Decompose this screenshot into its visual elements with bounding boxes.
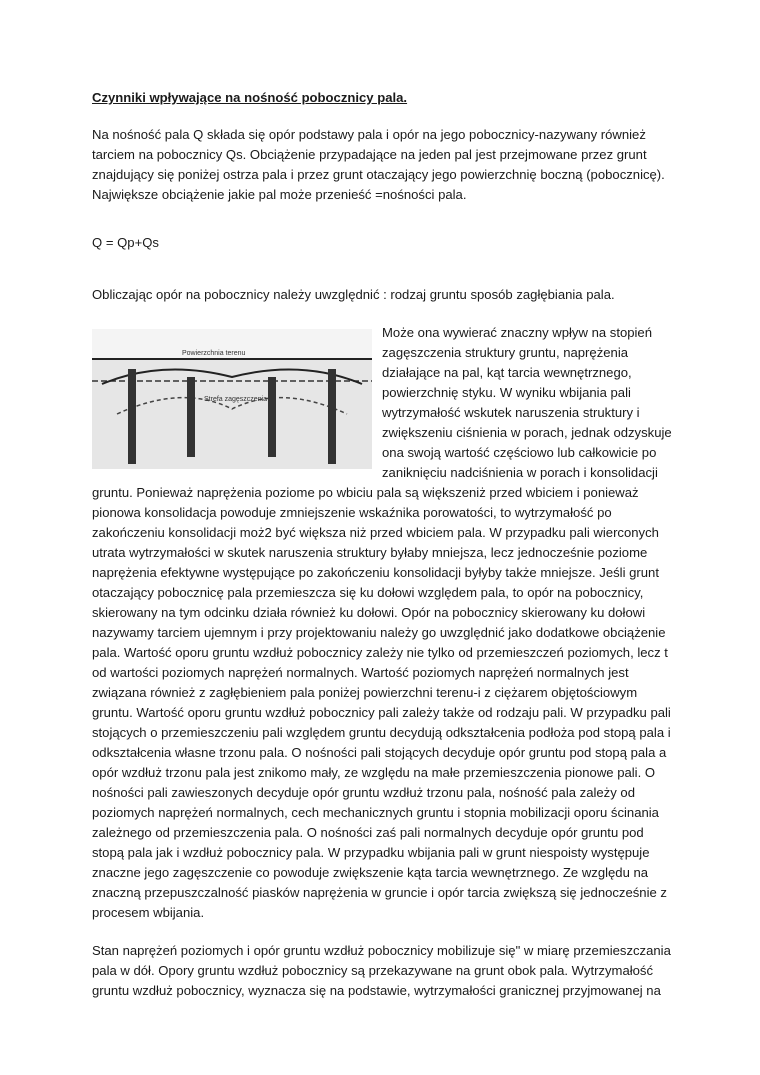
paragraph-stress-state: Stan naprężeń poziomych i opór gruntu wzdłuż pobocznicy mobilizuje się" w miarę przemieszczania pala w dół. Opory gruntu wzdłuż pobocznicy są przekazywane na grunt obok pala. Wytrzymałość gruntu wzdłuż pobocznicy, wyznacza się na podstawie, wytrzymałości granicznej przyjmowanej na (92, 943, 671, 998)
pile-diagram-figure (92, 329, 372, 469)
paragraph-intro: Na nośność pala Q składa się opór podstawy pala i opór na jego pobocznicy-nazywany również tarciem na pobocznicy Qs. Obciążenie przypadające na jeden pal jest przejmowane przez grunt znajdujący się poniżej ostrza pala i przez grunt otaczający jego powierzchnię boczną (pobocznicę). Największe obciążenie jakie pal może przenieść =nośności pala. (92, 127, 665, 202)
paragraph-main-text: Może ona wywierać znaczny wpływ na stopień zagęszczenia struktury gruntu, naprężenia działające na pal, kąt tarcia wewnętrznego, powierzchnię styku. W wyniku wbijania pali wytrzymałość wskutek naruszenia struktury i zwiększeniu ciśnienia w porach, jednak odzyskuje ona swoją wartość częściowo lub całkowicie po zaniknięciu nadciśnienia w porach i konsolidacji gruntu. Ponieważ naprężenia poziome po wbiciu pala są większeniż przed wbiciem i ponieważ pionowa konsolidacja powoduje zmniejszenie wskaźnika porowatości, to wytrzymałość po zakończeniu konsolidacji moż2 być większa niż przed wbiciem pala. W przypadku pali wierconych utrata wytrzymałości w skutek naruszenia struktury byłaby mniejsza, lecz jednocześnie poziome naprężenia efektywne występujące po zakończeniu konsolidacji byłyby także mniejsze. Jeśli grunt otaczający pobocznicę pala przemieszcza się ku dołowi względem pala, to opór na pobocznicy, skierowany na tym odcinku działa również ku dołowi. Opór na pobocznicy skierowany ku dołowi nazywamy tarciem ujemnym i przy projektowaniu należy go uwzględnić jako dodatkowe obciążenie pala. Wartość oporu gruntu wzdłuż pobocznicy zależy nie tylko od przemieszczeń poziomych, lecz t od wartości poziomych naprężeń normalnych. Wartość poziomych naprężeń normalnych jest związana również z zagłębieniem pala poniżej powierzchni terenu-i z ciężarem objętościowym gruntu. Wartość oporu gruntu wzdłuż pobocznicy pali zależy także od rodzaju pali. W przypadku pali stojących o przemieszczeniu pali względem gruntu decydują odkształcenia podłoża pod stopą pala i odkształcenia własne trzonu pala. O nośności pali stojących decyduje opór gruntu pod stopą pala a opór wzdłuż trzonu pala jest znikomo mały, ze względu na małe przemieszczenia pionowe pali. O nośności pali zawieszonych decyduje opór gruntu wzdłuż trzonu pala, nośność pala zależy od poziomych naprężeń normalnych, cech mechanicznych gruntu i stopnia mobilizacji oporu ścinania zależnego od przemieszczenia pala. O nośności zaś pali normalnych decyduje opór gruntu pod stopą pala jak i wzdłuż pobocznicy pala. W przypadku wbijania pali w grunt niespoisty występuje znaczne jego zagęszczenie co powoduje zwiększenie kąta tarcia wewnętrznego. Ze względu na znaczną przepuszczalność piasków naprężenia w gruncie i opór tarcia zwiększą się jednocześnie z procesem wbijania. (92, 325, 672, 920)
document-title: Czynniki wpływające na nośność pobocznicy pala. (92, 90, 408, 105)
pile-diagram-svg (92, 329, 372, 469)
paragraph-factors: Obliczając opór na pobocznicy należy uwzględnić : rodzaj gruntu sposób zagłębiania pala. (92, 287, 615, 302)
formula: Q = Qp+Qs (92, 235, 159, 250)
figure-label-top: Powierzchnia terenu (182, 350, 246, 357)
document-page (92, 88, 672, 1019)
figure-label-mid: Strefa zagęszczenia (204, 396, 268, 403)
paragraph-main (92, 323, 672, 923)
